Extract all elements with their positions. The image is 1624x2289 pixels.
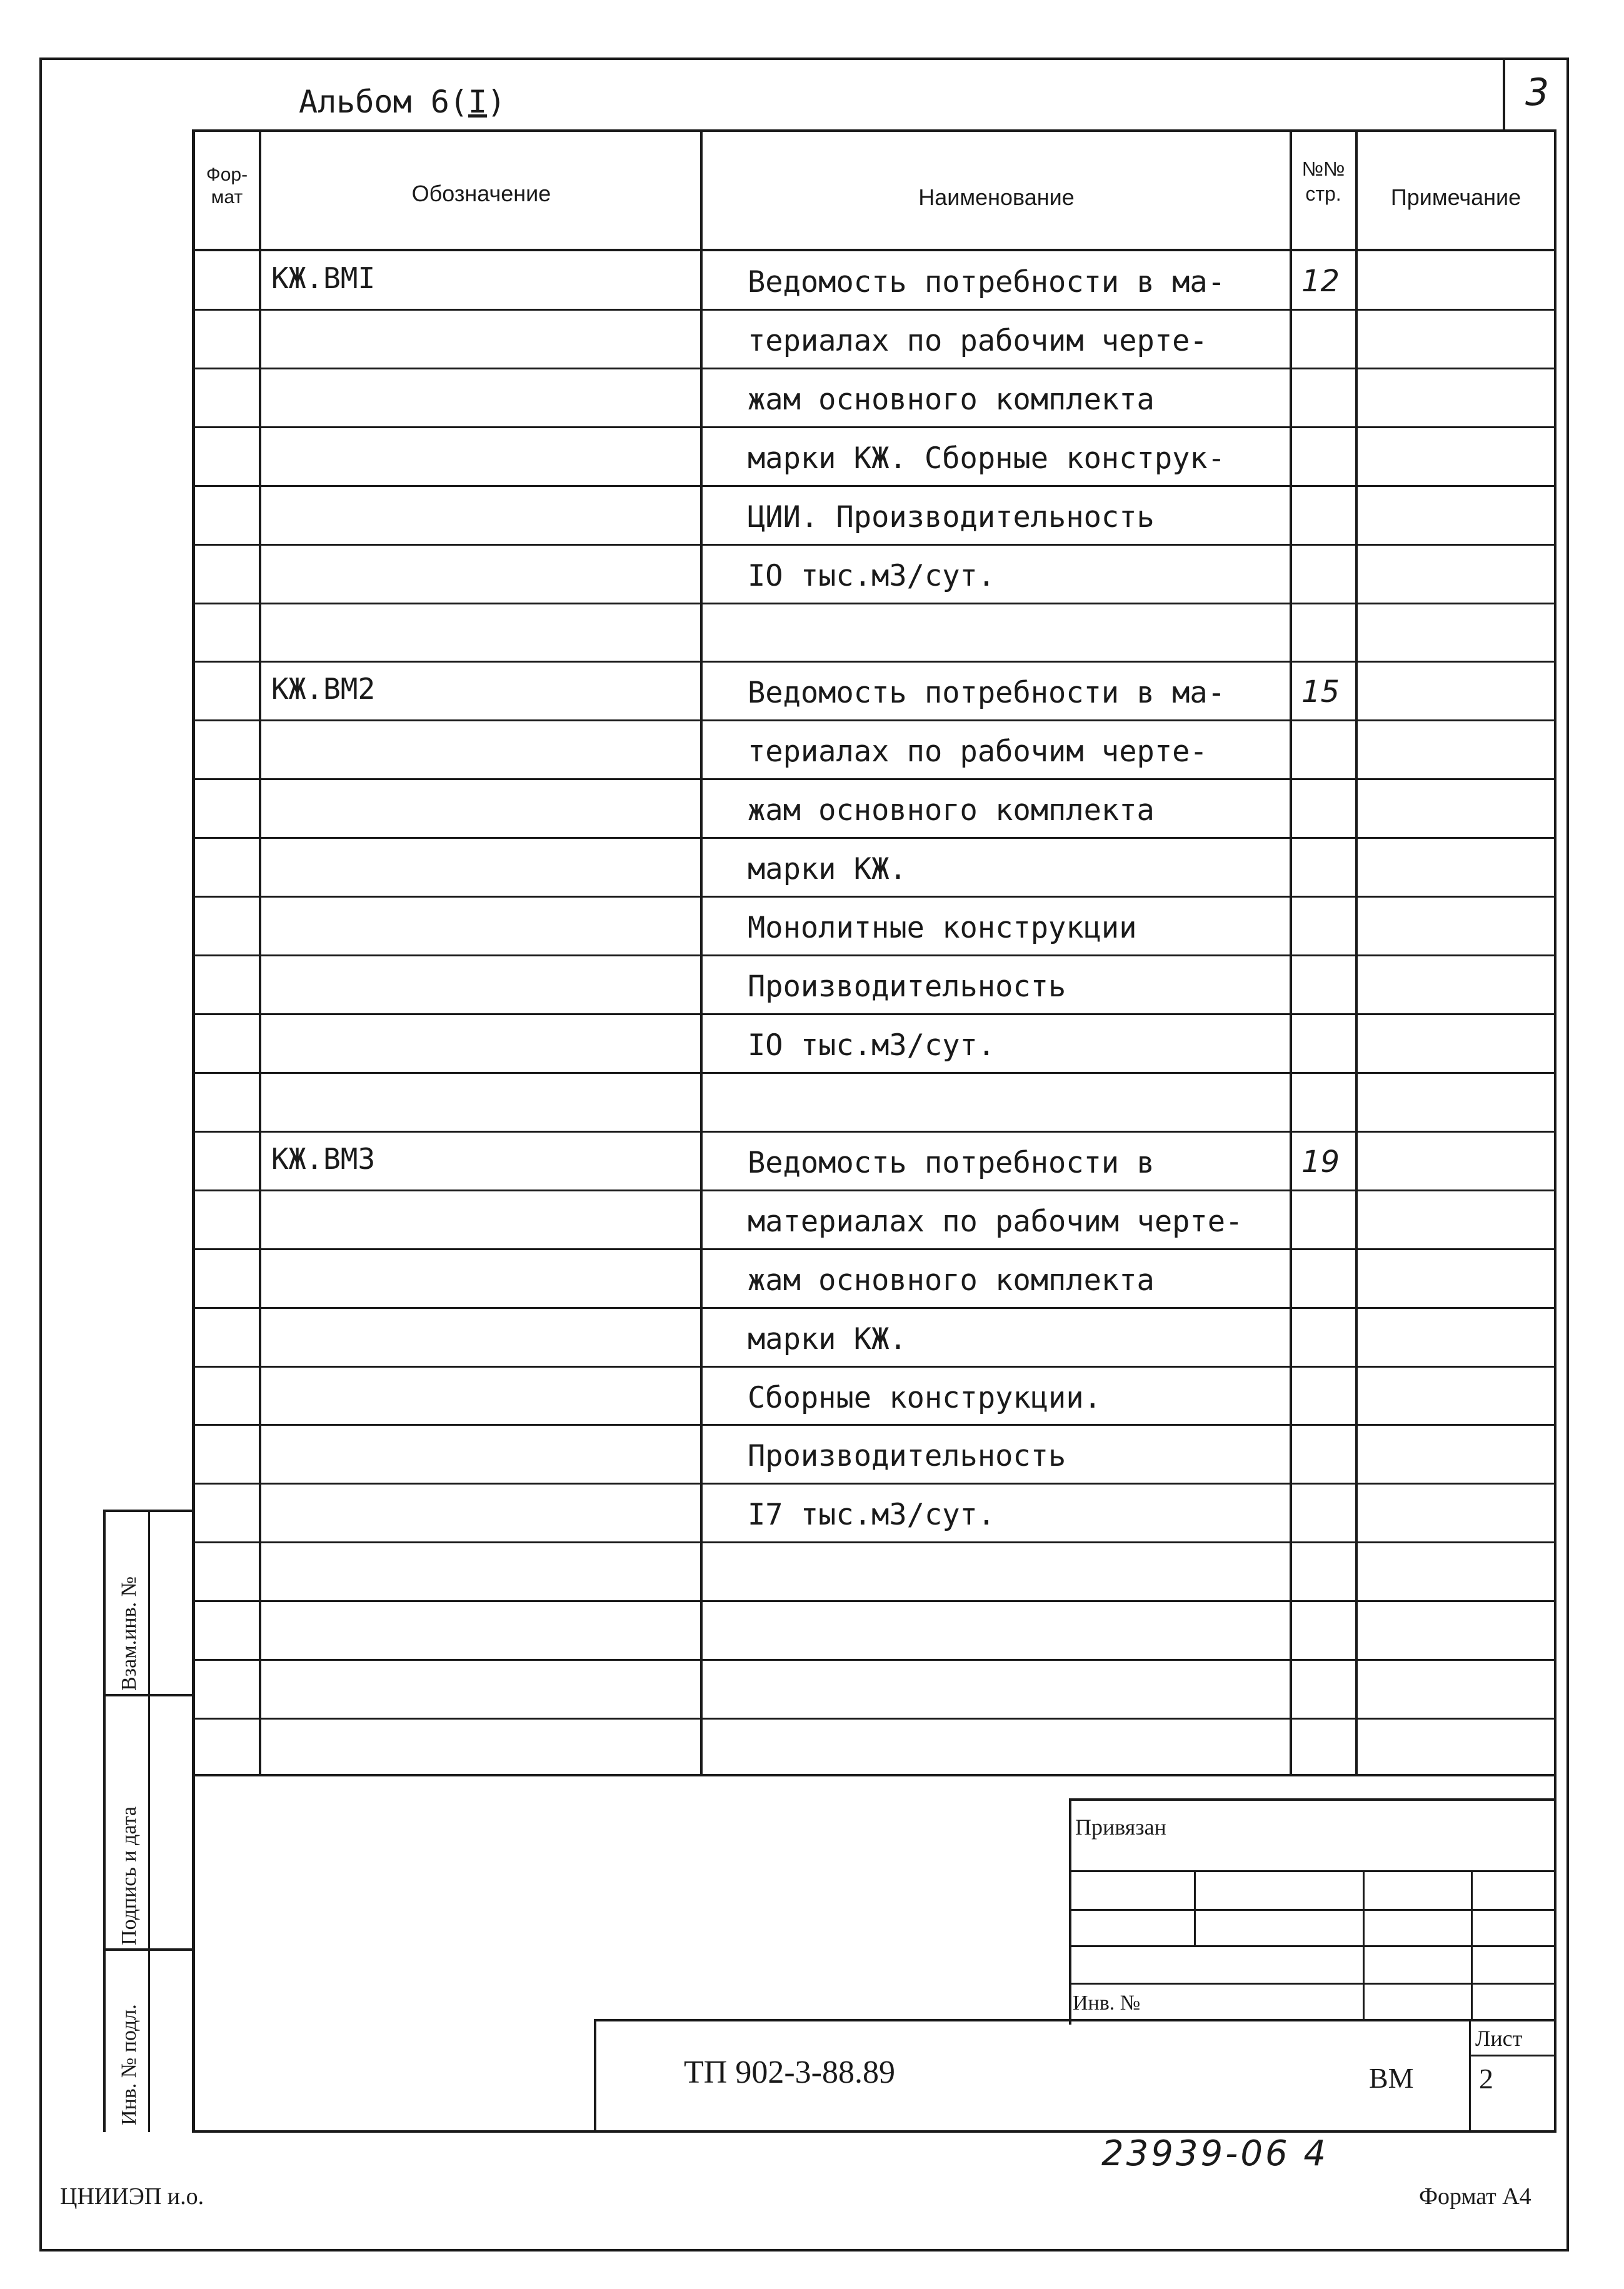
album-text: Альбом 6 bbox=[299, 84, 449, 120]
project-code: ТП 902-3-88.89 bbox=[684, 2055, 895, 2090]
entry-name-line: IO тыс.м3/сут. bbox=[748, 1028, 996, 1063]
table-row-line bbox=[194, 426, 1555, 428]
entry-name-line: Ведомость потребности в ма- bbox=[748, 676, 1226, 710]
entry-name-line: Ведомость потребности в ма- bbox=[748, 265, 1226, 299]
outer-frame-right bbox=[1566, 58, 1569, 2251]
table-row-line bbox=[194, 1013, 1555, 1015]
table-row-line bbox=[194, 1307, 1555, 1309]
title-block-col3 bbox=[1471, 1870, 1473, 2020]
entry-name-line: жам основного комплекта bbox=[748, 793, 1155, 828]
inner-frame-bottom bbox=[192, 2130, 1556, 2133]
table-row-line bbox=[194, 954, 1555, 956]
table-row-line bbox=[194, 719, 1555, 721]
format-label: Формат А4 bbox=[1419, 2183, 1531, 2210]
table-row-line bbox=[194, 1072, 1555, 1074]
table-row-line bbox=[194, 485, 1555, 487]
entry-designation: КЖ.ВМI bbox=[271, 261, 376, 295]
sheet-number: 2 bbox=[1479, 2063, 1493, 2095]
stamp-number: 23939-06 4 bbox=[1101, 2133, 1329, 2174]
album-label: Альбом 6(I) bbox=[299, 84, 506, 120]
table-row-line bbox=[194, 661, 1555, 663]
sheet-label: Лист bbox=[1475, 2026, 1523, 2051]
title-block-row1 bbox=[1069, 1870, 1555, 1872]
col-header-format: Фор- мат bbox=[206, 164, 248, 208]
entry-name-line: жам основного комплекта bbox=[748, 1263, 1155, 1298]
entry-name-line: ЦИИ. Производительность bbox=[748, 500, 1155, 534]
col-line-format bbox=[259, 131, 261, 1776]
table-row-line bbox=[194, 1541, 1555, 1543]
table-bottom bbox=[194, 1774, 1555, 1776]
entry-name-line: марки КЖ. bbox=[748, 1322, 907, 1356]
main-stamp-left bbox=[594, 2019, 596, 2131]
inner-frame-top bbox=[192, 129, 1556, 132]
col-header-note: Примечание bbox=[1390, 184, 1521, 210]
entry-name-line: Ведомость потребности в bbox=[748, 1146, 1155, 1180]
entry-name-line: Производительность bbox=[748, 1439, 1066, 1473]
table-row-line bbox=[194, 1483, 1555, 1485]
header-row-bottom bbox=[194, 249, 1555, 251]
entry-name-line: I7 тыс.м3/сут. bbox=[748, 1498, 996, 1532]
main-stamp-top bbox=[594, 2019, 1555, 2021]
side-stamp-sign-date: Подпись и дата bbox=[118, 1806, 141, 1945]
side-stamp-inv-replace: Взам.инв. № bbox=[118, 1576, 141, 1691]
entry-name-line: териалах по рабочим черте- bbox=[748, 324, 1208, 358]
outer-frame-left bbox=[39, 58, 42, 2251]
title-block-top bbox=[1069, 1798, 1555, 1801]
entry-name-line: марки КЖ. bbox=[748, 852, 907, 886]
sheet-label-line bbox=[1469, 2055, 1555, 2056]
table-row-line bbox=[194, 309, 1555, 311]
entry-name-line: териалах по рабочим черте- bbox=[748, 734, 1208, 769]
org-label: ЦНИИЭП и.о. bbox=[60, 2183, 204, 2210]
table-row-line bbox=[194, 1131, 1555, 1133]
table-row-line bbox=[194, 1659, 1555, 1661]
entry-page-number: 12 bbox=[1301, 264, 1340, 299]
side-stamp-left bbox=[103, 1510, 106, 2132]
entry-name-line: жам основного комплекта bbox=[748, 383, 1155, 417]
entry-designation: КЖ.ВМ3 bbox=[271, 1142, 376, 1176]
entry-name-line: материалах по рабочим черте- bbox=[748, 1205, 1243, 1239]
table-row-line bbox=[194, 1424, 1555, 1426]
entry-name-line: марки КЖ. Сборные конструк- bbox=[748, 441, 1226, 476]
table-row-line bbox=[194, 1190, 1555, 1191]
table-row-line bbox=[194, 896, 1555, 898]
entry-page-number: 19 bbox=[1301, 1144, 1340, 1180]
page-number: 3 bbox=[1525, 71, 1550, 114]
sheet-col-left bbox=[1469, 2019, 1471, 2131]
col-line-pages bbox=[1355, 131, 1358, 1776]
entry-name-line: Производительность bbox=[748, 969, 1066, 1004]
page-number-box-left bbox=[1503, 58, 1505, 130]
table-row-line bbox=[194, 778, 1555, 780]
table-row-line bbox=[194, 368, 1555, 369]
attached-label: Привязан bbox=[1075, 1815, 1166, 1840]
title-block-row4 bbox=[1069, 1983, 1555, 1985]
col-header-pages: №№ стр. bbox=[1301, 158, 1345, 205]
outer-frame-top bbox=[39, 58, 1569, 60]
table-row-line bbox=[194, 1600, 1555, 1602]
title-block-row3 bbox=[1069, 1945, 1555, 1947]
inv-no-label: Инв. № bbox=[1073, 1991, 1141, 2015]
col-header-name: Наименование bbox=[918, 184, 1075, 210]
table-row-line bbox=[194, 1718, 1555, 1720]
title-block-col2 bbox=[1363, 1870, 1365, 2020]
entry-designation: КЖ.ВМ2 bbox=[271, 672, 376, 706]
table-row-line bbox=[194, 1248, 1555, 1250]
album-part: I bbox=[468, 84, 488, 120]
title-block-left bbox=[1069, 1798, 1071, 2025]
doc-mark: ВМ bbox=[1369, 2062, 1414, 2094]
entry-name-line: Сборные конструкции. bbox=[748, 1381, 1101, 1415]
title-block-row2 bbox=[1069, 1909, 1555, 1911]
table-row-line bbox=[194, 603, 1555, 604]
title-block-col1 bbox=[1194, 1870, 1196, 1946]
col-line-designation bbox=[700, 131, 703, 1776]
entry-name-line: IO тыс.м3/сут. bbox=[748, 559, 996, 593]
table-row-line bbox=[194, 1366, 1555, 1368]
side-stamp-mid bbox=[148, 1510, 150, 2132]
table-row-line bbox=[194, 837, 1555, 839]
col-line-name bbox=[1290, 131, 1292, 1776]
entry-page-number: 15 bbox=[1301, 674, 1340, 709]
outer-frame-bottom bbox=[39, 2249, 1569, 2251]
table-row-line bbox=[194, 544, 1555, 546]
entry-name-line: Монолитные конструкции bbox=[748, 911, 1137, 945]
side-stamp-inv-original: Инв. № подл. bbox=[118, 2004, 141, 2125]
col-header-designation: Обозначение bbox=[411, 181, 551, 206]
